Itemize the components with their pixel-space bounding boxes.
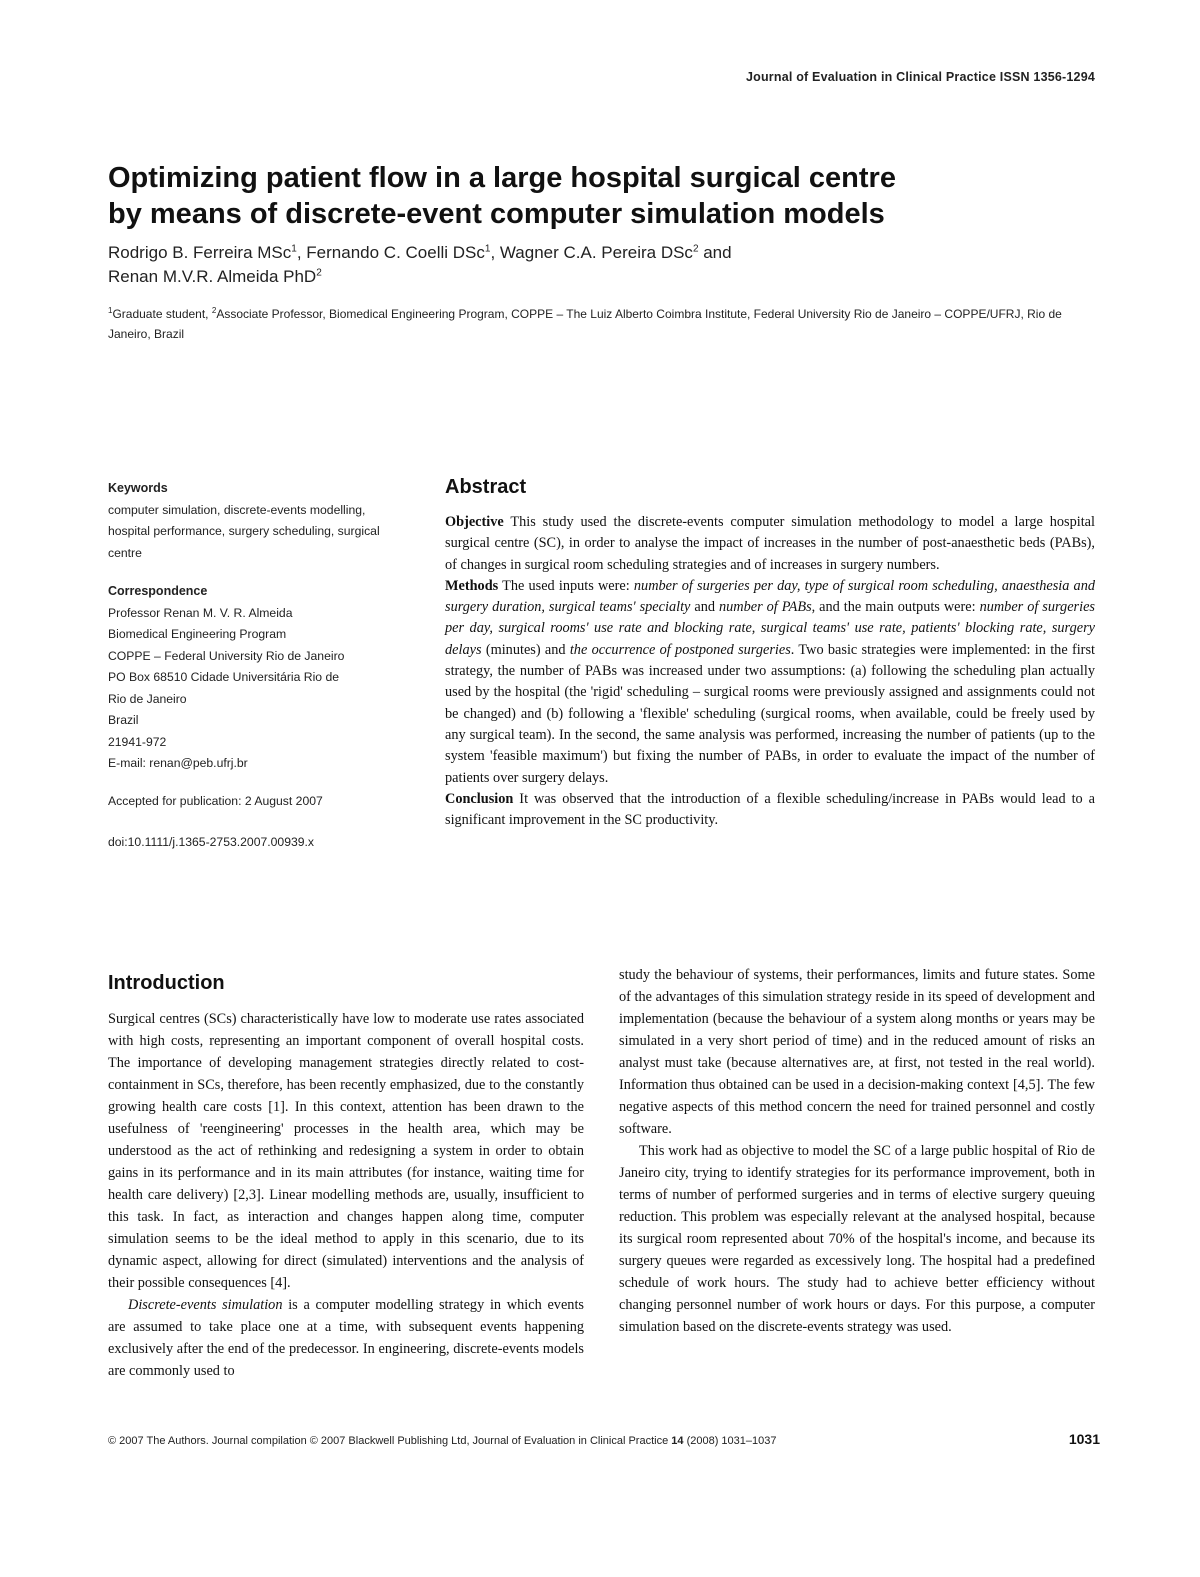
correspondence-line: Professor Renan M. V. R. Almeida xyxy=(108,605,293,620)
correspondence-line: Biomedical Engineering Program xyxy=(108,627,287,641)
title-line-1: Optimizing patient flow in a large hospital surgical centre xyxy=(108,162,896,194)
methods-text: (minutes) and xyxy=(481,641,570,658)
abstract-objective xyxy=(445,512,1095,576)
author-separator: and xyxy=(698,243,732,262)
methods-italic: the occurrence of postponed surgeries xyxy=(569,641,791,658)
author-separator: , xyxy=(490,243,500,262)
body-column-right xyxy=(619,964,1095,1338)
correspondence-line: COPPE – Federal University Rio de Janeiro xyxy=(108,648,345,663)
methods-text: . Two basic strategies were implemented: in the first strategy, the number of PABs was increased under two assumptions: (a) following the scheduling plan actually used by the hospital (the 'rigid' scheduling – surgical rooms were previously assigned and assignments could not be changed) and (b) following a 'flexible' scheduling (surgical rooms, when available, could be freely used by any surgical team). In the second, the same analysis was performed, increasing the number of patients (up to the system 'feasible maximum') but fixing the number of PABs, in order to evaluate the impact of the number of patients over surgery delays. xyxy=(445,641,1095,786)
author-affiliation-mark: 2 xyxy=(692,243,699,255)
footer-text: © 2007 The Authors. Journal compilation © 2007 Blackwell Publishing Ltd, Journal of Evaluation in Clinical Practice xyxy=(108,1435,672,1447)
accepted-date: Accepted for publication: 2 August 2007 xyxy=(108,794,323,808)
methods-italic: number of surgeries per day, surgical rooms' use rate and blocking rate, surgical teams' use rate, patients' blocking rate, surgery delays xyxy=(445,599,1095,658)
body-text: is a computer modelling strategy in which events are assumed to take place one at a time, with subsequent events happening exclusively after the end of the predecessor. In engineering, discrete-events models are commonly used to xyxy=(108,1297,584,1379)
author-name: Fernando C. Coelli DSc xyxy=(306,243,485,262)
body-paragraph xyxy=(108,1294,584,1382)
correspondence-line: Rio de Janeiro xyxy=(108,691,187,706)
body-paragraph: This work had as objective to model the SC of a large public hospital of Rio de Janeiro city, trying to identify strategies for its performance improvement, both in terms of number of performed surgeries and in terms of elective surgery queuing reduction. This problem was especially relevant at the analysed hospital, because its surgical room represented about 70% of the hospital's income, and because its surgery queues were regarded as excessively long. The hospital had a predefined schedule of work hours. The study had to achieve better efficiency without changing personnel number of work hours or days. For this purpose, a computer simulation based on the discrete-events strategy was used. xyxy=(619,1143,1095,1335)
objective-label: Objective xyxy=(445,514,504,530)
keywords-section xyxy=(108,478,408,564)
author-affiliation-mark: 1 xyxy=(291,243,297,255)
abstract-heading: Abstract xyxy=(445,476,527,498)
keywords-heading: Keywords xyxy=(108,481,168,495)
author-affiliation-mark: 1 xyxy=(484,243,491,255)
body-italic: Discrete-events simulation xyxy=(128,1297,283,1313)
doi-link[interactable]: doi:10.1111/j.1365-2753.2007.00939.x xyxy=(108,835,315,849)
footer-text: (2008) 1031–1037 xyxy=(683,1435,777,1447)
affiliation-text: Graduate student, xyxy=(112,307,212,321)
article-title xyxy=(108,160,1108,232)
body-column-left xyxy=(108,1008,584,1382)
copyright-footer xyxy=(108,1435,1100,1447)
introduction-heading: Introduction xyxy=(108,972,225,994)
abstract-conclusion xyxy=(445,789,1095,832)
affiliations xyxy=(108,304,1098,344)
objective-text: This study used the discrete-events computer simulation methodology to model a large hospital surgical centre (SC), in order to analyse the impact of increases in the number of post-anaesthetic beds (PABs), of changes in surgical room scheduling strategies and of increases in surgery numbers. xyxy=(445,514,1095,573)
affiliation-mark: 1 xyxy=(108,306,113,315)
body-paragraph: Surgical centres (SCs) characteristically have low to moderate use rates associated with high costs, representing an important component of overall hospital costs. The importance of developing management strategies directly related to cost-containment in SCs, therefore, has been recently emphasized, due to the constantly growing health care costs [1]. In this context, attention has been drawn to the usefulness of 'reengineering' processes in the health area, which may be understood as the act of rethinking and redesigning a system in order to obtain gains in its performance and in its main attributes (for instance, waiting time for health care delivery) [2,3]. Linear modelling methods are, usually, insufficient to this task. In fact, as interaction and changes happen along time, computer simulation seems to be the ideal method to apply in this scenario, due to its dynamic aspect, allowing for direct (simulated) interventions and the analysis of their possible consequences [4]. xyxy=(108,1011,584,1291)
body-paragraph: study the behaviour of systems, their performances, limits and future states. Some of the advantages of this simulation strategy reside in its speed of development and implementation (because the behaviour of a system along months or years may be simulated in a very short period of time) and in the reduced amount of risks an analyst must take (because alternatives are, at first, not tested in the real world). Information thus obtained can be used in a decision-making context [4,5]. The few negative aspects of this method concern the need for trained personnel and costly software. xyxy=(619,967,1095,1137)
footer-volume: 14 xyxy=(671,1435,684,1447)
title-line-2: by means of discrete-event computer simulation models xyxy=(108,198,885,230)
methods-text: The used inputs were: xyxy=(498,577,634,594)
author-separator: , xyxy=(296,243,307,262)
affiliation-mark: 2 xyxy=(211,306,217,315)
keywords-text: computer simulation, discrete-events modelling, hospital performance, surgery scheduling, surgical centre xyxy=(108,502,380,560)
correspondence-heading: Correspondence xyxy=(108,584,208,598)
methods-italic: number of surgeries per day, type of surgical room scheduling, anaesthesia and surgery duration, surgical teams' specialty xyxy=(445,577,1095,616)
author-list xyxy=(108,241,1108,289)
correspondence-line: Brazil xyxy=(108,713,139,727)
abstract-methods xyxy=(445,576,1095,789)
methods-text: , and the main outputs were: xyxy=(811,599,980,616)
journal-header: Journal of Evaluation in Clinical Practice ISSN 1356-1294 xyxy=(745,70,1095,84)
author-affiliation-mark: 2 xyxy=(316,267,322,279)
page-number: 1031 xyxy=(1068,1431,1100,1447)
correspondence-line: 21941-972 xyxy=(108,734,167,749)
affiliation-text: Associate Professor, Biomedical Engineering Program, COPPE – The Luiz Alberto Coimbra Institute, Federal University Rio de Janeiro – COPPE/UFRJ, Rio de Janeiro, Brazil xyxy=(108,307,1062,341)
correspondence-email[interactable]: E-mail: renan@peb.ufrj.br xyxy=(108,756,248,770)
author-name: Renan M.V.R. Almeida PhD xyxy=(108,267,317,286)
author-name: Rodrigo B. Ferreira MSc xyxy=(108,243,292,262)
author-name: Wagner C.A. Pereira DSc xyxy=(499,243,693,262)
conclusion-label: Conclusion xyxy=(445,790,514,807)
abstract-body xyxy=(445,512,1095,831)
methods-italic: number of PABs xyxy=(718,599,812,616)
methods-text: and xyxy=(690,599,719,616)
correspondence-section xyxy=(108,581,408,775)
conclusion-text: It was observed that the introduction of a flexible scheduling/increase in PABs would lead to a significant improvement in the SC productivity. xyxy=(445,790,1095,829)
correspondence-line: PO Box 68510 Cidade Universitária Rio de xyxy=(108,670,340,684)
methods-label: Methods xyxy=(445,577,499,594)
